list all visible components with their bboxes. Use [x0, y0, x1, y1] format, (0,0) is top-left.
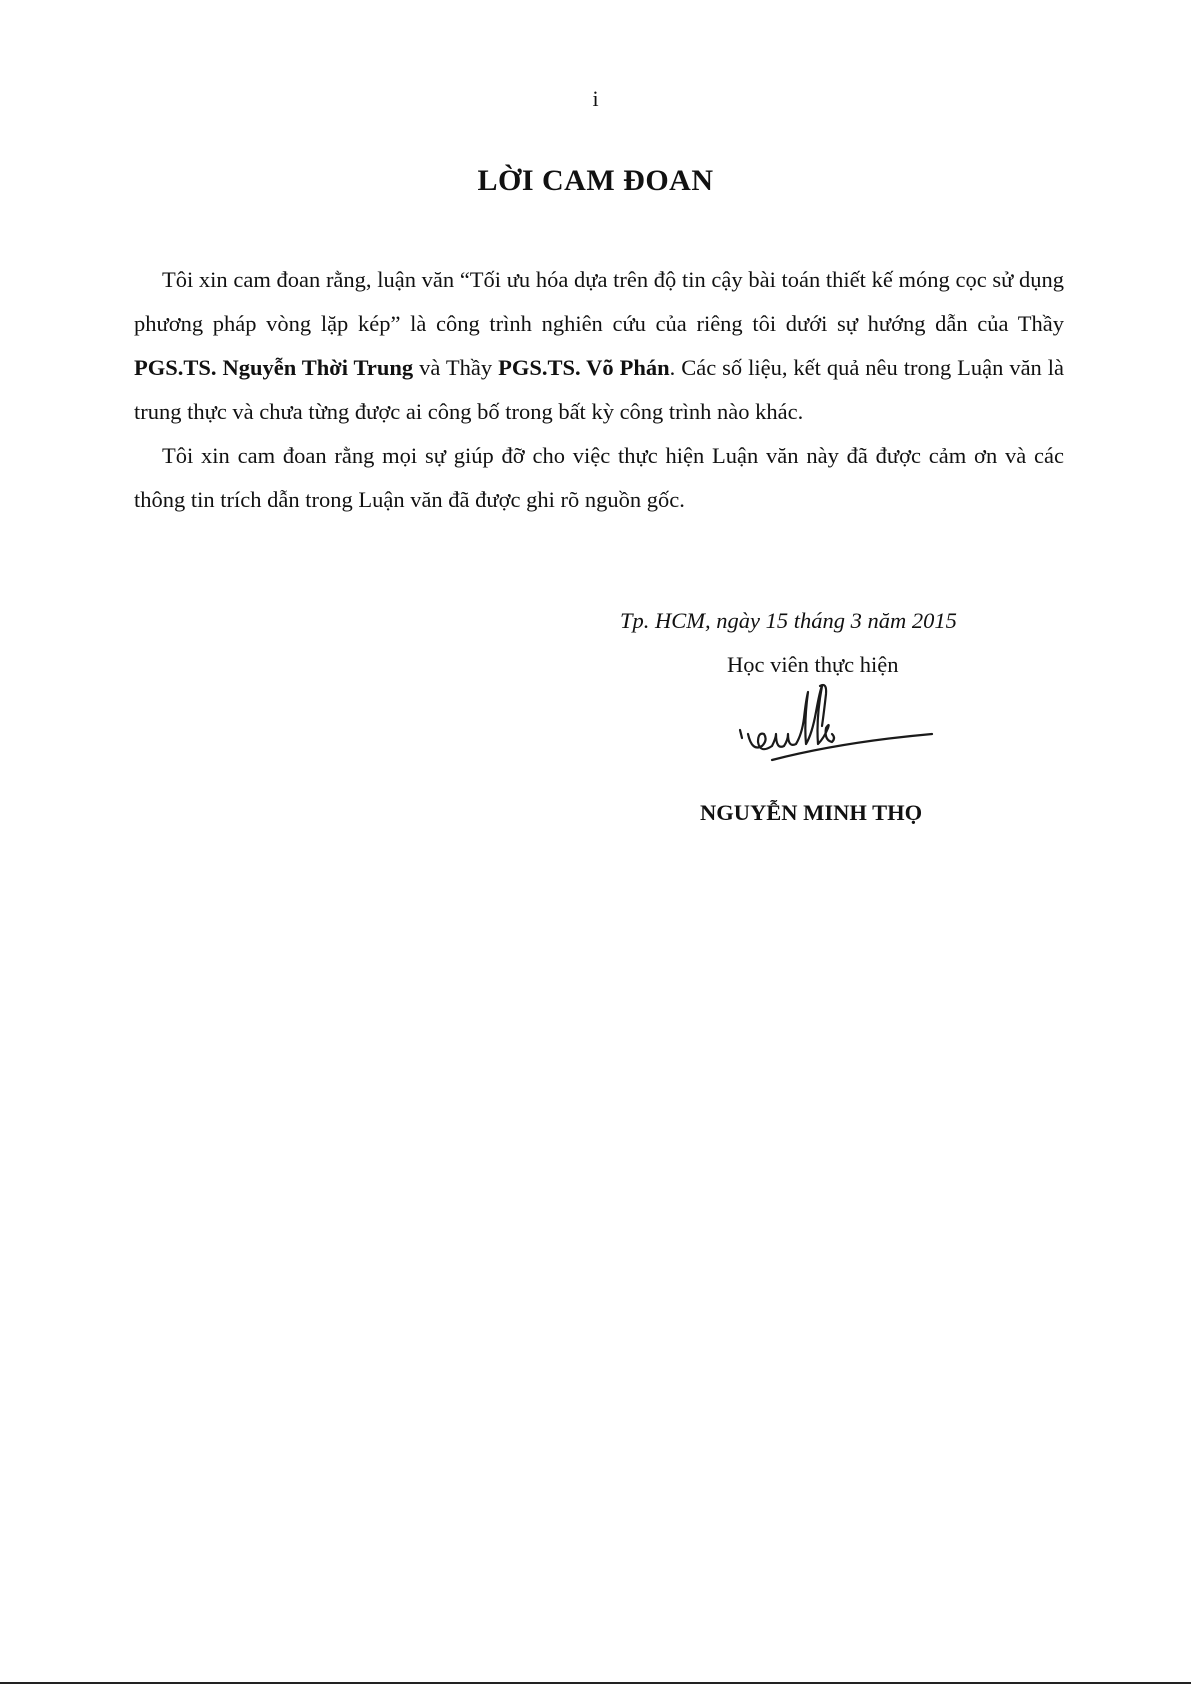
- page-bottom-border: [0, 1682, 1191, 1684]
- declaration-body: [134, 258, 1064, 522]
- declaration-paragraph-1: [134, 258, 1064, 434]
- signer-name: NGUYỄN MINH THỌ: [700, 800, 923, 825]
- page-number: i: [592, 86, 599, 111]
- page-title: LỜI CAM ĐOAN: [477, 164, 714, 197]
- advisor-1-name: PGS.TS. Nguyễn Thời Trung: [134, 355, 414, 380]
- date-line: Tp. HCM, ngày 15 tháng 3 năm 2015: [620, 608, 957, 633]
- declaration-text-end: . Các số liệu, kết quả nêu trong Luận văn là trung thực và chưa từng được ai công bố trong bất kỳ công trình nào khác.: [134, 355, 1064, 424]
- declaration-text-middle: và Thầy: [413, 355, 499, 380]
- advisor-2-name: PGS.TS. Võ Phán: [498, 355, 670, 380]
- handwritten-signature: [732, 682, 942, 782]
- signer-role: Học viên thực hiện: [727, 652, 899, 677]
- declaration-paragraph-2: Tôi xin cam đoan rằng mọi sự giúp đỡ cho việc thực hiện Luận văn này đã được cảm ơn và các thông tin trích dẫn trong Luận văn đã được ghi rõ nguồn gốc.: [134, 443, 1064, 512]
- declaration-text-start: Tôi xin cam đoan rằng, luận văn “Tối ưu hóa dựa trên độ tin cậy bài toán thiết kế móng cọc sử dụng phương pháp vòng lặp kép” là công trình nghiên cứu của riêng tôi dưới sự hướng dẫn của Thầy: [134, 267, 1064, 336]
